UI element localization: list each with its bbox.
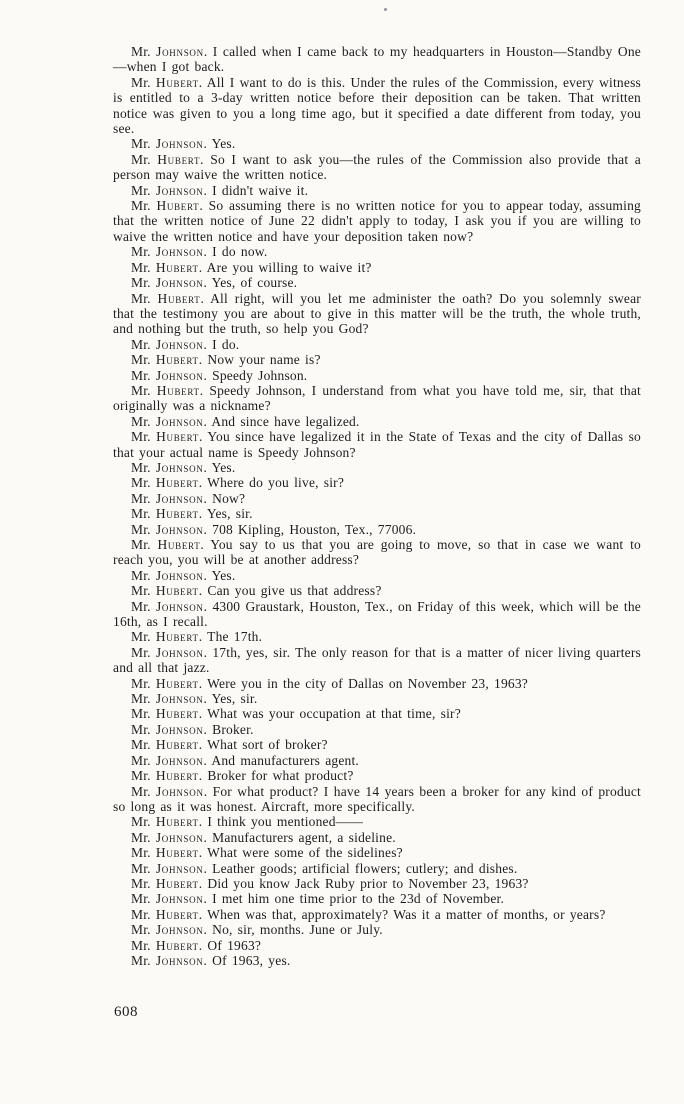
transcript [113,44,641,968]
speaker-name: Johnson [155,691,204,707]
speaker-prefix: Mr. [131,136,156,152]
speaker-label [131,768,199,783]
transcript-turn [113,599,641,630]
speaker-prefix: Mr. [131,783,157,799]
speaker-name: Hubert [156,382,200,398]
turn-text: . All right, will you let me administer the oath? Do you solemnly swear that the testimony you are about to give in this matter will be the truth, the whole truth, and nothing but the truth, so help you God? [113,290,641,337]
turn-text: . All I want to do is this. Under the rules of the Commission, every witness is entitled to a 3-day written notice before their deposition can be taken. That written notice was given to you a long time ago, but it specified a date different from today, you see. [113,74,641,137]
turn-text: . What was your occupation at that time, sir? [198,706,461,722]
transcript-turn [113,44,641,75]
turn-text: . Are you willing to waive it? [198,259,372,275]
speaker-label [131,891,203,906]
transcript-turn [113,583,641,598]
turn-text: . Of 1963, yes. [203,952,291,968]
speaker-label [131,629,199,644]
transcript-turn [113,691,641,706]
speaker-name: Johnson [155,598,204,614]
speaker-label [131,907,199,922]
speaker-prefix: Mr. [131,860,156,876]
speaker-label [131,599,204,614]
speaker-name: Hubert [155,506,199,522]
turn-text: . And manufacturers agent. [203,752,360,768]
transcript-turn [113,506,641,521]
speaker-label [131,152,200,167]
speaker-name: Hubert [156,198,200,214]
speaker-label [131,275,203,290]
speaker-prefix: Mr. [131,475,156,491]
speaker-label [131,861,203,876]
speaker-prefix: Mr. [131,537,158,552]
transcript-turn [113,645,641,676]
speaker-prefix: Mr. [131,413,156,429]
transcript-turn [113,291,641,337]
speaker-name: Johnson [156,44,204,59]
speaker-label [131,568,203,583]
speaker-label [131,368,203,383]
turn-text: . You say to us that you are going to move, so that in case we want to reach you, you will be at another address? [113,537,641,568]
turn-text: . Of 1963? [198,937,262,953]
speaker-label [131,460,203,475]
speaker-label [131,938,199,953]
speaker-name: Johnson [155,490,204,506]
speaker-prefix: Mr. [131,506,156,522]
speaker-name: Hubert [155,259,199,275]
speaker-name: Johnson [155,952,204,968]
transcript-turn [113,737,641,752]
speaker-name: Hubert [155,629,199,645]
turn-text: . Leather goods; artificial flowers; cutlery; and dishes. [203,860,518,876]
speaker-label [131,814,199,829]
speaker-name: Johnson [155,752,204,768]
speaker-label [131,244,203,259]
transcript-turn [113,830,641,845]
speaker-prefix: Mr. [131,244,156,260]
turn-text: . Yes. [203,567,236,583]
transcript-turn [113,414,641,429]
speaker-name: Hubert [155,675,199,691]
transcript-turn [113,198,641,244]
turn-text: . Where do you live, sir? [198,475,345,491]
speaker-name: Johnson [155,922,204,938]
turn-text: . I called when I came back to my headquarters in Houston—Standby One—when I got back. [113,44,641,75]
speaker-label [131,183,203,198]
speaker-prefix: Mr. [131,490,156,506]
turn-text: . I do now. [203,244,268,260]
turn-text: . And since have legalized. [203,413,360,429]
speaker-name: Hubert [155,906,199,922]
page-number: 608 [114,1004,138,1020]
speaker-label [131,136,203,151]
speaker-name: Hubert [155,706,199,722]
speaker-name: Johnson [155,136,204,152]
turn-text: . Broker. [203,721,254,737]
speaker-name: Johnson [155,459,204,475]
turn-text: . Can you give us that address? [198,583,382,599]
speaker-label [131,475,199,490]
speaker-name: Hubert [155,814,199,830]
speaker-name: Johnson [155,367,204,383]
transcript-turn [113,152,641,183]
speaker-label [131,352,199,367]
speaker-prefix: Mr. [131,367,156,383]
speaker-prefix: Mr. [131,906,156,922]
speaker-prefix: Mr. [131,583,156,599]
turn-text: . I do. [203,336,240,352]
speaker-prefix: Mr. [131,768,156,784]
turn-text: . The 17th. [198,629,263,645]
speaker-prefix: Mr. [131,706,156,722]
turn-text: . 708 Kipling, Houston, Tex., 77006. [203,521,417,537]
speaker-prefix: Mr. [131,952,156,968]
transcript-turn [113,568,641,583]
scan-speck [384,8,387,11]
transcript-turn [113,337,641,352]
transcript-turn [113,706,641,721]
turn-text: . I didn't waive it. [203,182,309,198]
turn-text: . Yes, sir. [198,506,253,522]
speaker-label [131,676,199,691]
transcript-turn [113,183,641,198]
transcript-turn [113,722,641,737]
speaker-label [131,383,200,398]
transcript-turn [113,491,641,506]
turn-text: . 4300 Graustark, Houston, Tex., on Friday of this week, which will be the 16th, as I recall. [113,598,642,630]
turn-text: . Broker for what product? [198,768,354,784]
speaker-name: Johnson [155,567,204,583]
speaker-label [131,953,203,968]
turn-text: . Yes, sir. [203,691,258,707]
turn-text: . What sort of broker? [198,737,328,753]
transcript-turn [113,537,641,568]
turn-text: . Yes, of course. [203,275,298,291]
speaker-name: Hubert [155,875,199,891]
turn-text: . When was that, approximately? Was it a matter of months, or years? [198,906,606,922]
speaker-prefix: Mr. [131,352,156,368]
speaker-label [131,922,203,937]
transcript-turn [113,275,641,290]
transcript-turn [113,753,641,768]
transcript-turn [113,629,641,644]
speaker-name: Hubert [155,74,199,90]
turn-text: . 17th, yes, sir. The only reason for that is a matter of nicer living quarters and all that jazz. [113,644,642,676]
turn-text: . Now? [203,490,246,506]
speaker-label [131,260,199,275]
transcript-turn [113,244,641,259]
turn-text: . For what product? I have 14 years been a broker for any kind of product so long as it was honest. Aircraft, more specifically. [113,783,641,814]
speaker-prefix: Mr. [131,290,158,306]
speaker-name: Johnson [155,182,204,198]
speaker-prefix: Mr. [131,598,156,614]
speaker-label [131,706,199,721]
speaker-prefix: Mr. [131,275,156,291]
speaker-prefix: Mr. [131,567,156,583]
speaker-prefix: Mr. [131,937,156,953]
speaker-name: Hubert [157,151,201,167]
speaker-name: Hubert [156,429,199,445]
turn-text: . Speedy Johnson. [203,367,308,383]
speaker-name: Hubert [155,768,199,784]
speaker-prefix: Mr. [131,198,157,214]
speaker-name: Hubert [155,937,199,953]
speaker-label [131,429,199,444]
turn-text: . No, sir, months. June or July. [203,922,383,938]
transcript-turn [113,368,641,383]
speaker-label [131,753,203,768]
speaker-prefix: Mr. [131,74,156,90]
speaker-name: Johnson [155,644,204,660]
transcript-turn [113,938,641,953]
transcript-turn [113,814,641,829]
turn-text: . So assuming there is no written notice for you to appear today, assuming that the written notice of June 22 didn't apply to today, I ask you if you are willing to waive the written notice and have your deposition taken now? [113,198,641,244]
transcript-turn [113,907,641,922]
speaker-name: Johnson [155,336,204,352]
turn-text: . You since have legalized it in the State of Texas and the city of Dallas so that your actual name is Speedy Johnson? [113,429,641,460]
speaker-name: Johnson [155,521,204,537]
speaker-label [131,845,199,860]
speaker-prefix: Mr. [131,752,156,768]
speaker-label [131,44,204,59]
transcript-turn [113,922,641,937]
speaker-label [131,784,204,799]
transcript-turn [113,891,641,906]
speaker-label [131,737,199,752]
transcript-turn [113,383,641,414]
turn-text: . Speedy Johnson, I understand from what you have told me, sir, that that originally was a nickname? [113,382,641,414]
transcript-turn [113,768,641,783]
speaker-prefix: Mr. [131,182,156,198]
speaker-prefix: Mr. [131,675,156,691]
speaker-name: Johnson [155,860,204,876]
speaker-label [131,876,199,891]
speaker-prefix: Mr. [131,336,156,352]
speaker-label [131,291,200,306]
speaker-name: Johnson [155,413,204,429]
transcript-turn [113,136,641,151]
speaker-label [131,198,199,213]
speaker-name: Johnson [155,829,204,845]
speaker-label [131,337,203,352]
speaker-prefix: Mr. [131,691,156,707]
turn-text: . Yes. [203,136,236,152]
speaker-prefix: Mr. [131,259,156,275]
speaker-prefix: Mr. [131,521,156,537]
speaker-prefix: Mr. [131,459,156,475]
speaker-label [131,830,203,845]
turn-text: . Manufacturers agent, a sideline. [203,829,396,845]
transcript-turn [113,352,641,367]
transcript-turn [113,75,641,137]
transcript-turn [113,260,641,275]
speaker-label [131,645,204,660]
turn-text: . What were some of the sidelines? [198,845,403,861]
speaker-label [131,506,199,521]
speaker-name: Hubert [155,583,199,599]
transcript-turn [113,861,641,876]
transcript-turn [113,676,641,691]
turn-text: . Did you know Jack Ruby prior to November 23, 1963? [198,875,529,891]
speaker-prefix: Mr. [131,845,156,861]
turn-text: . Were you in the city of Dallas on November 23, 1963? [198,675,528,691]
speaker-label [131,491,203,506]
turn-text: . Yes. [203,459,236,475]
transcript-turn [113,460,641,475]
transcript-turn [113,876,641,891]
speaker-prefix: Mr. [131,891,156,907]
speaker-label [131,414,203,429]
speaker-prefix: Mr. [131,922,156,938]
transcript-turn [113,784,641,815]
turn-text: . I think you mentioned—— [198,814,364,830]
speaker-prefix: Mr. [131,829,156,845]
transcript-turn [113,953,641,968]
speaker-prefix: Mr. [131,875,156,891]
transcript-turn [113,429,641,460]
speaker-name: Hubert [155,845,199,861]
speaker-name: Johnson [155,275,204,291]
speaker-prefix: Mr. [131,151,158,167]
speaker-prefix: Mr. [131,429,157,445]
speaker-label [131,522,203,537]
speaker-name: Hubert [155,352,199,368]
speaker-label [131,583,199,598]
turn-text: . I met him one time prior to the 23d of November. [203,891,505,907]
speaker-name: Hubert [155,737,199,753]
speaker-label [131,722,203,737]
speaker-prefix: Mr. [131,737,156,753]
turn-text: . Now your name is? [198,352,321,368]
speaker-prefix: Mr. [131,644,156,660]
speaker-prefix: Mr. [131,721,156,737]
turn-text: . So I want to ask you—the rules of the Commission also provide that a person may waive the written notice. [113,151,641,183]
speaker-name: Hubert [155,475,199,491]
speaker-label [131,75,199,90]
speaker-name: Johnson [155,891,204,907]
speaker-name: Johnson [156,783,204,799]
transcript-turn [113,475,641,490]
speaker-name: Hubert [157,290,201,306]
speaker-label [131,691,203,706]
transcript-turn [113,522,641,537]
transcript-turn [113,845,641,860]
speaker-prefix: Mr. [131,44,157,59]
speaker-prefix: Mr. [131,814,156,830]
speaker-name: Hubert [157,537,201,552]
speaker-prefix: Mr. [131,629,156,645]
speaker-name: Johnson [155,721,204,737]
speaker-name: Johnson [155,244,204,260]
speaker-prefix: Mr. [131,382,157,398]
speaker-label [131,537,200,552]
